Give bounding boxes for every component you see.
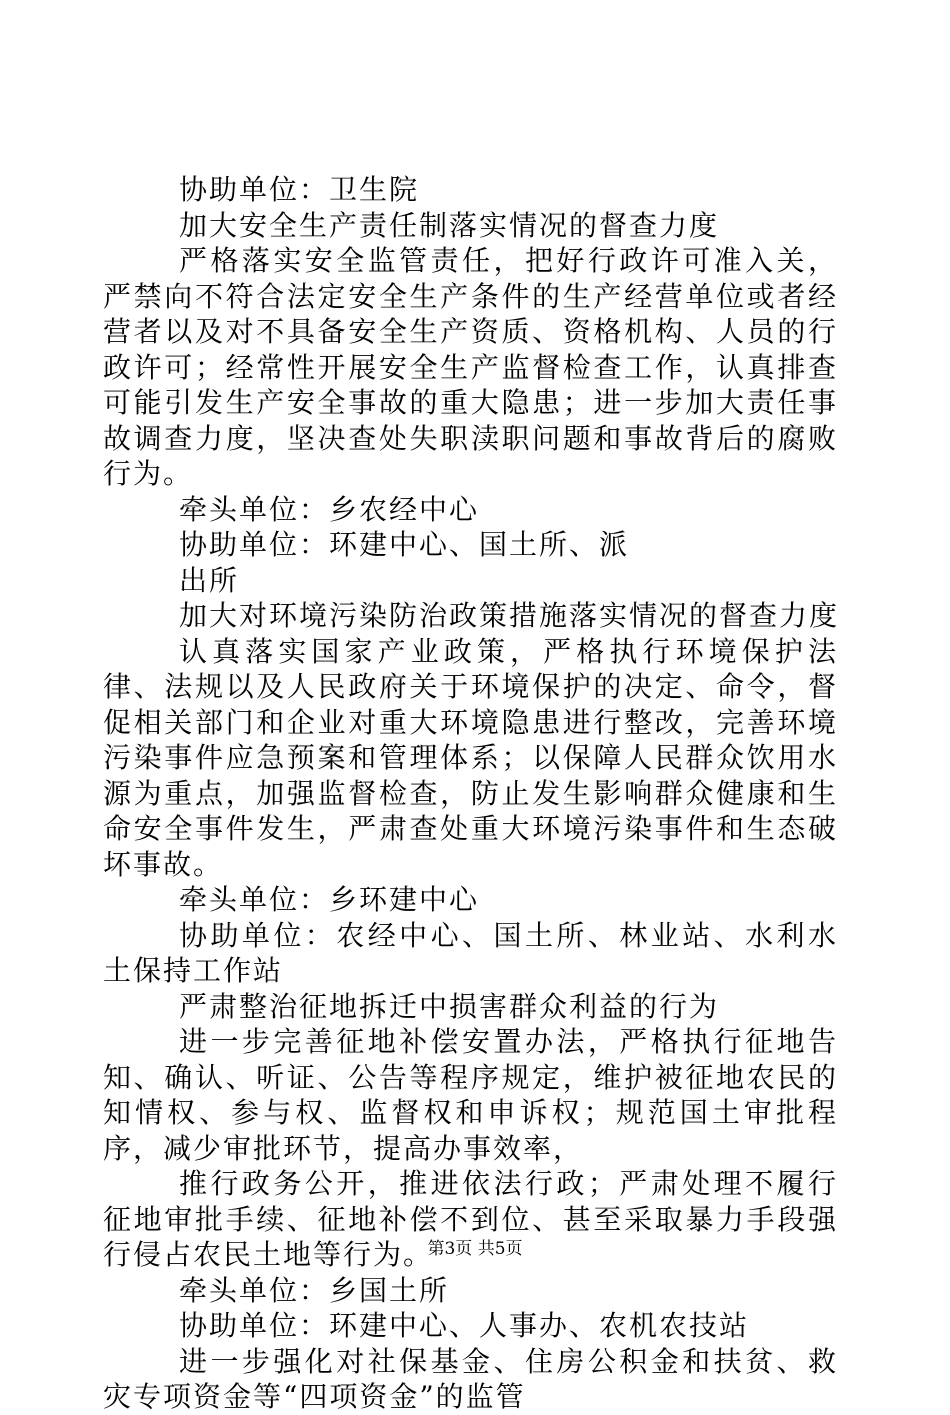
lead-unit-line: 牵头单位：乡环建中心	[179, 883, 480, 916]
lead-unit-line: 牵头单位：乡国土所	[179, 1273, 450, 1307]
assist-unit-line: 协助单位：环建中心、国土所、派	[179, 528, 630, 561]
body-paragraph: 推行政务公开，推进依法行政；严肃处理不履行征地审批手续、征地补偿不到位、甚至采取暴力手段强行侵占农民土地等行为。	[103, 1167, 838, 1271]
section-heading: 加大安全生产责任制落实情况的督查力度	[179, 208, 720, 242]
body-paragraph: 认真落实国家产业政策，严格执行环境保护法律、法规以及人民政府关于环境保护的决定、命令，督促相关部门和企业对重大环境隐患进行整改，完善环境污染事件应急预案和管理体系；以保障人民群众饮用水源为重点，加强监督检查，防止发生影响群众健康和生命安全事件发生，严肃查处重大环境污染事件和生态破坏事故。	[103, 634, 838, 881]
section-heading: 加大对环境污染防治政策措施落实情况的督查力度	[179, 599, 840, 632]
assist-unit-line: 协助单位：卫生院	[179, 173, 420, 206]
lead-unit-line: 牵头单位：乡农经中心	[179, 492, 480, 526]
section-heading: 严肃整治征地拆迁中损害群众利益的行为	[179, 989, 720, 1023]
page-number-footer: 第3页 共5页	[427, 1239, 523, 1259]
body-paragraph: 严格落实安全监管责任，把好行政许可准入关，严禁向不符合法定安全生产条件的生产经营单位或者经营者以及对不具备安全生产资质、资格机构、人员的行政许可；经常性开展安全生产监督检查工作，认真排查可能引发生产安全事故的重大隐患；进一步加大责任事故调查力度，坚决查处失职渎职问题和事故背后的腐败行为。	[103, 244, 838, 490]
body-paragraph: 进一步完善征地补偿安置办法，严格执行征地告知、确认、听证、公告等程序规定，维护被征地农民的知情权、参与权、监督权和申诉权；规范国土审批程序，减少审批环节，提高办事效率，	[103, 1025, 838, 1165]
body-paragraph: 进一步强化对社保基金、住房公积金和扶贫、救灾专项资金等“四项资金”的监管	[103, 1344, 838, 1413]
assist-unit-line: 协助单位：环建中心、人事办、农机农技站	[179, 1309, 750, 1342]
document-body	[103, 172, 838, 1415]
assist-unit-line: 协助单位：农经中心、国土所、林业站、水利水土保持工作站	[103, 918, 838, 987]
assist-unit-line-continued: 出所	[179, 563, 240, 597]
